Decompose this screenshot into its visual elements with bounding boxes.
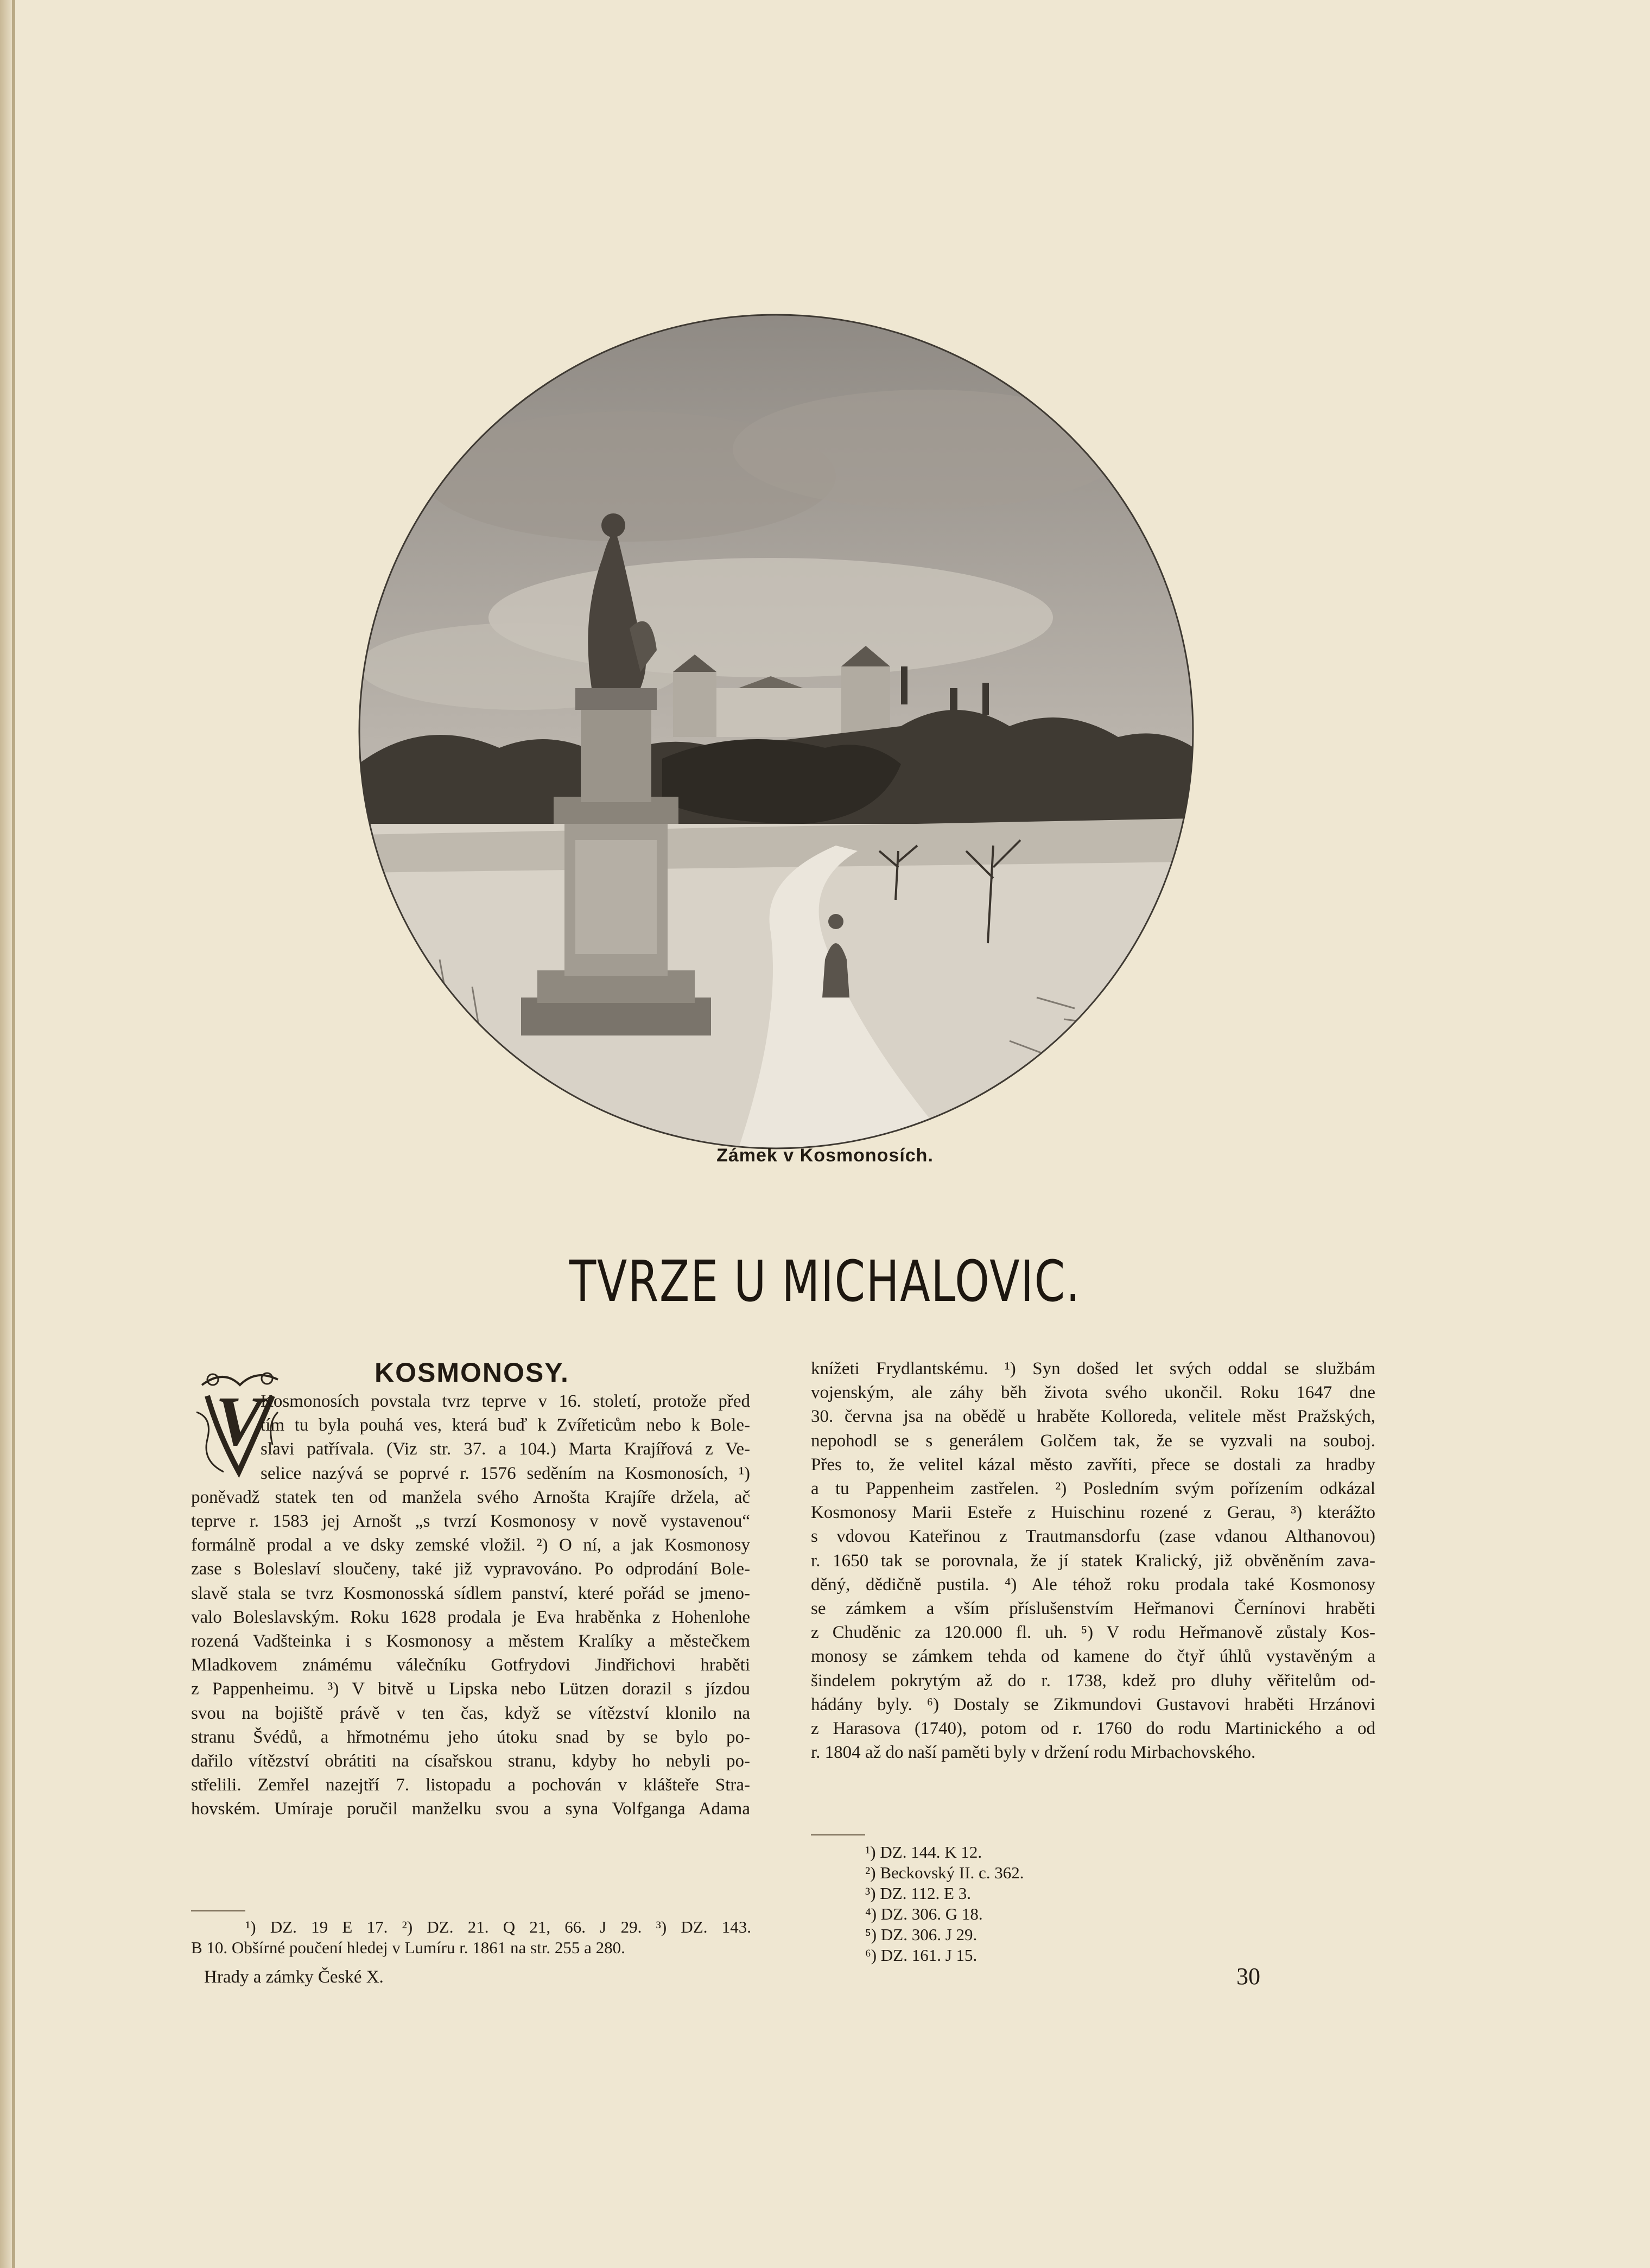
text-line: teprve r. 1583 jej Arnošt „s tvrzí Kosmonosy v nově vystavenou“ — [191, 1511, 750, 1532]
text-line: střelili. Zemřel nazejtří 7. listopadu a pochován v klášteře Stra- — [191, 1775, 750, 1795]
footnotes-right — [865, 1842, 1191, 1966]
footnotes-left — [191, 1917, 751, 1958]
text-line: Přes to, že velitel kázal město zavříti, přece se dostali za hradby — [811, 1454, 1375, 1475]
text-line: valo Boleslavským. Roku 1628 prodala je Eva hraběnka z Hohenlohe — [191, 1607, 750, 1627]
running-footer: Hrady a zámky České X. — [204, 1967, 384, 1987]
text-line: dařilo vítězství obrátiti na císařskou stranu, kdyby ho nebyli po- — [191, 1751, 750, 1771]
text-line: z Pappenheimu. ³) V bitvě u Lipska nebo Lützen dorazil s jízdou — [191, 1679, 750, 1699]
footnote-rule-left — [191, 1910, 245, 1911]
text-line: děný, dědičně pustila. ⁴) Ale téhož roku prodala také Kosmonosy — [811, 1574, 1375, 1594]
text-line: vojenským, ale záhy běh života svého ukončil. Roku 1647 dne — [811, 1383, 1375, 1403]
text-line: rozená Vadšteinka i s Kosmonosy a městem Kralíky a městečkem — [191, 1631, 750, 1651]
text-line: stranu Švédů, a hřmotnému jeho útoku snad by se bylo po- — [191, 1727, 750, 1747]
footnote-line: ⁶) DZ. 161. J 15. — [865, 1946, 978, 1965]
text-line: se zámkem a vším příslušenstvím Heřmanovi Černínovi hraběti — [811, 1599, 1375, 1619]
text-line: hovském. Umíraje poručil manželku svou a syna Volfganga Adama — [191, 1799, 750, 1819]
text-line: slavi patřívala. (Viz str. 37. a 104.) Marta Krajířová z Ve- — [261, 1439, 750, 1459]
text-line: 30. června jsa na obědě u hraběte Kolloreda, velitele měst Pražských, — [811, 1407, 1375, 1427]
illustration-caption: Zámek v Kosmonosích. — [716, 1145, 934, 1166]
text-line: z Chuděnic za 120.000 fl. uh. ⁵) V rodu Heřmanově zůstaly Kos- — [811, 1623, 1375, 1643]
text-line: s vdovou Kateřinou z Trautmansdorfu (zase vdanou Althanovou) — [811, 1527, 1375, 1547]
text-line: zase s Boleslaví sloučeny, také již vypravováno. Po odprodání Bole- — [191, 1559, 750, 1579]
text-line: formálně prodal a ve dsky zemské vložil. ²) O ní, a jak Kosmonosy — [191, 1535, 750, 1555]
text-line: Kosmonosy Marii Esteře z Huischinu rozené z Gerau, ³) kterážto — [811, 1503, 1375, 1523]
text-line: selice nazývá se poprvé r. 1576 seděním na Kosmonosích, ¹) — [261, 1463, 750, 1483]
text-line: z Harasova (1740), potom od r. 1760 do rodu Martinického a od — [811, 1719, 1375, 1739]
footnote-rule-right — [811, 1834, 865, 1835]
footnote-line: ¹) DZ. 144. K 12. — [865, 1843, 982, 1862]
text-line: svou na bojiště právě v ten čas, když se vítězství klonilo na — [191, 1703, 750, 1723]
text-line: nepohodl se s generálem Golčem tak, že se vyzvali na souboj. — [811, 1431, 1375, 1451]
text-line: monosy se zámkem tehda od kamene do čtyř úhlů vystavěným a — [811, 1647, 1375, 1667]
section-heading: KOSMONOSY. — [375, 1357, 569, 1388]
initial-letter: V — [215, 1382, 263, 1460]
text-line: Mladkovem známému válečníku Gotfrydovi Jindřichovi hraběti — [191, 1655, 750, 1675]
footnote-line: ³) DZ. 112. E 3. — [865, 1884, 971, 1903]
footnote-line: ¹) DZ. 19 E 17. ²) DZ. 21. Q 21, 66. J 29. ³) DZ. 143. — [245, 1917, 751, 1936]
castle-illustration — [358, 314, 1194, 1149]
page-number: 30 — [1236, 1963, 1260, 1990]
footnote-line: ⁴) DZ. 306. G 18. — [865, 1904, 983, 1923]
text-line: poněvadž statek ten od manžela svého Arnošta Krajíře držela, ač — [191, 1487, 750, 1507]
text-line: slavě stala se tvrz Kosmonosská sídlem panství, které pořád se jmeno- — [191, 1583, 750, 1603]
text-line: hádány byly. ⁶) Dostaly se Zikmundovi Gustavovi hraběti Hrzánovi — [811, 1694, 1375, 1714]
page-binding-edge — [0, 0, 12, 2268]
footnote-line: B 10. Obšírné poučení hledej v Lumíru r. 1861 na str. 255 a 280. — [191, 1938, 625, 1957]
page-title: TVRZE U MICHALOVIC. — [569, 1248, 1081, 1314]
text-line: Kosmonosích povstala tvrz teprve v 16. století, protože před — [261, 1392, 750, 1411]
text-line: r. 1804 až do naší paměti byly v držení rodu Mirbachovského. — [811, 1743, 1256, 1763]
footnote-line: ²) Beckovský II. c. 362. — [865, 1863, 1024, 1882]
text-line: r. 1650 tak se porovnala, že jí statek Kralický, již obvěněním zava- — [811, 1551, 1375, 1571]
text-line: šindelem pokrytým až do r. 1738, kdež pro dluhy věřitelům od- — [811, 1670, 1375, 1691]
left-column — [191, 1389, 750, 1821]
text-line: a tu Pappenheim zastřelen. ²) Posledním svým pořízením odkázal — [811, 1479, 1375, 1499]
page-binding-shadow — [12, 0, 15, 2268]
right-column — [811, 1357, 1375, 1764]
text-line: tím tu byla pouhá ves, která buď k Zvířeticům nebo k Bole- — [261, 1415, 750, 1435]
footnote-line: ⁵) DZ. 306. J 29. — [865, 1925, 978, 1944]
text-line: knížeti Frydlantskému. ¹) Syn došed let svých oddal se službám — [811, 1359, 1375, 1378]
